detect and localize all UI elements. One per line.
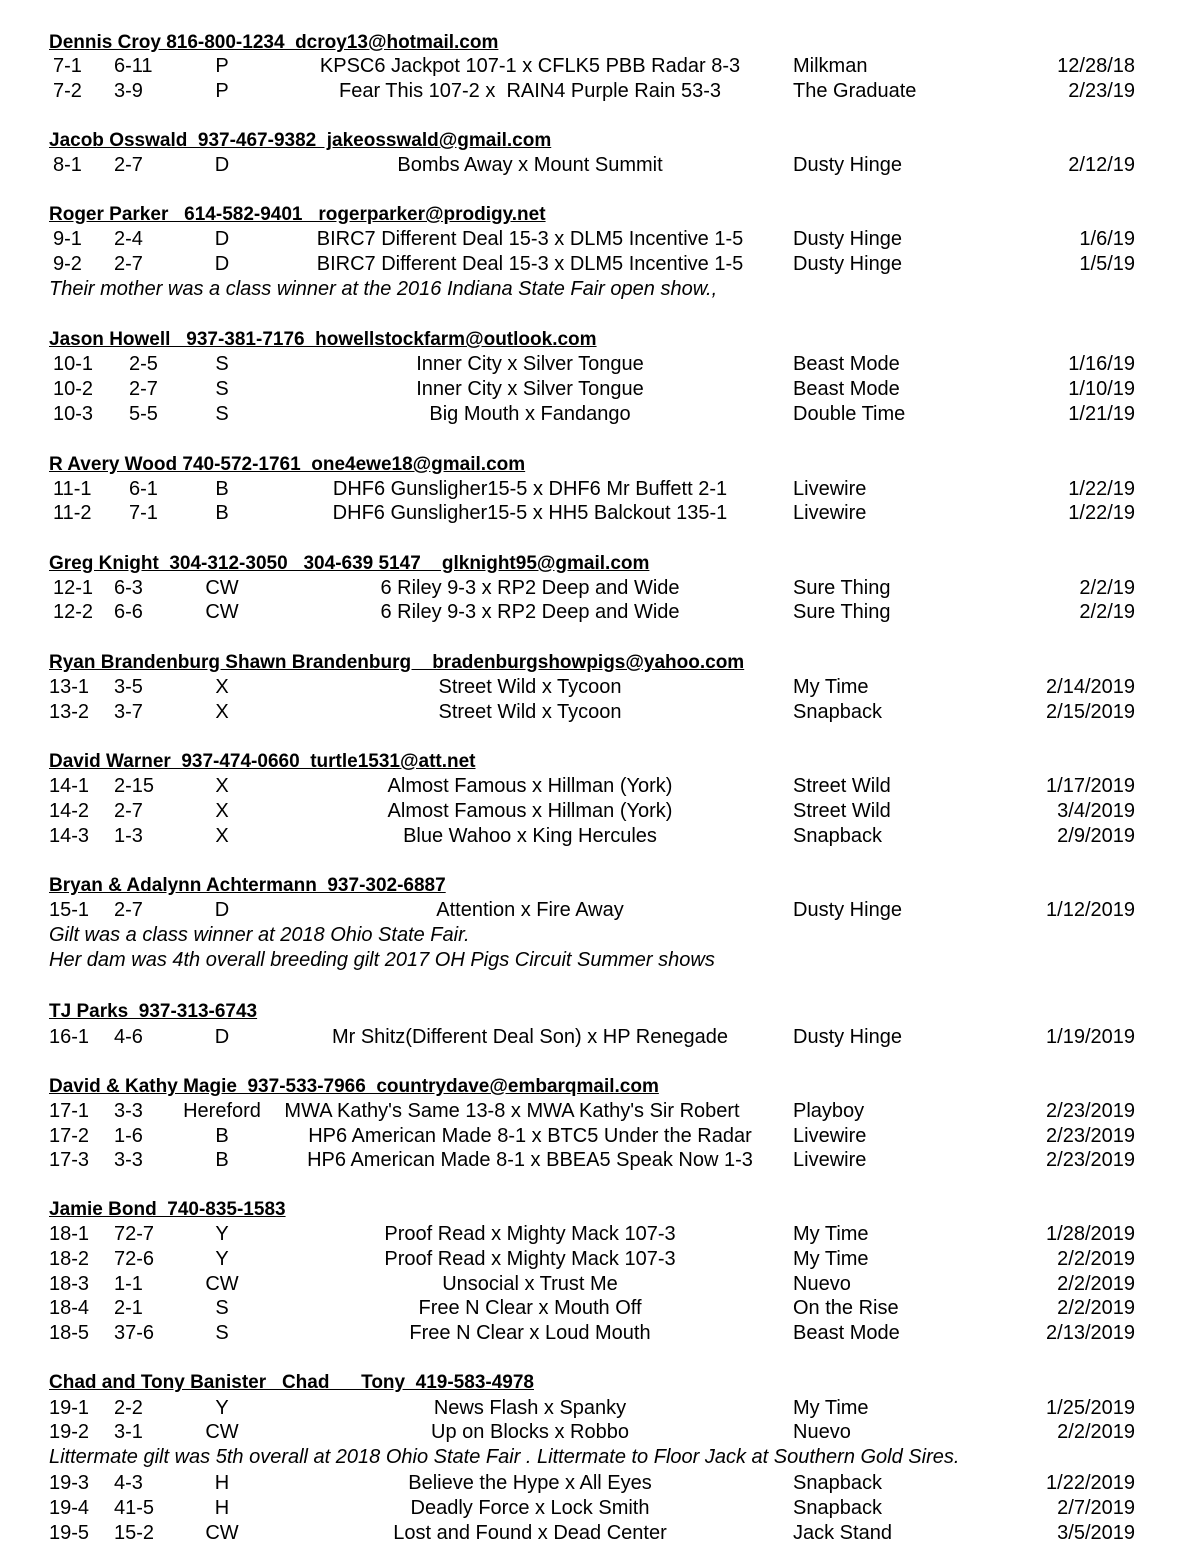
pedigree: DHF6 Gunsligher15-5 x DHF6 Mr Buffett 2-1 xyxy=(332,478,728,500)
pedigree: Free N Clear x Loud Mouth xyxy=(409,1322,651,1344)
ear-notch: 6-11 xyxy=(114,55,153,77)
pen-id: 9-1 xyxy=(53,228,82,250)
sire: Nuevo xyxy=(793,1273,851,1295)
sire: Beast Mode xyxy=(793,1322,900,1344)
table-row xyxy=(0,153,1200,178)
table-row xyxy=(0,1321,1200,1346)
ear-notch: 6-1 xyxy=(129,478,158,500)
sire: Nuevo xyxy=(793,1421,851,1443)
sire: Sure Thing xyxy=(793,601,891,623)
breed: P xyxy=(215,55,229,77)
table-row xyxy=(0,1099,1200,1124)
breed: Y xyxy=(215,1248,229,1270)
birth-date: 3/5/2019 xyxy=(1057,1522,1135,1544)
sire: Snapback xyxy=(793,701,882,723)
ear-notch: 3-3 xyxy=(114,1149,143,1171)
ear-notch: 3-9 xyxy=(114,80,143,102)
pedigree: HP6 American Made 8-1 x BTC5 Under the Radar xyxy=(308,1125,752,1147)
pedigree: Big Mouth x Fandango xyxy=(429,403,631,425)
consignor-header: David & Kathy Magie 937-533-7966 countrydave@embarqmail.com xyxy=(49,1076,659,1097)
table-row xyxy=(0,1396,1200,1421)
pedigree: Almost Famous x Hillman (York) xyxy=(387,800,673,822)
pedigree: Proof Read x Mighty Mack 107-3 xyxy=(384,1248,676,1270)
ear-notch: 3-7 xyxy=(114,701,143,723)
ear-notch: 1-6 xyxy=(114,1125,143,1147)
pen-id: 18-3 xyxy=(49,1273,90,1295)
pen-id: 19-4 xyxy=(49,1497,90,1519)
table-row xyxy=(0,252,1200,277)
birth-date: 12/28/18 xyxy=(1057,55,1135,77)
table-row xyxy=(0,477,1200,502)
breed: B xyxy=(215,1125,229,1147)
breed: Hereford xyxy=(183,1100,261,1122)
sire: Beast Mode xyxy=(793,378,900,400)
sire: Dusty Hinge xyxy=(793,899,902,921)
pedigree: Almost Famous x Hillman (York) xyxy=(387,775,673,797)
ear-notch: 15-2 xyxy=(114,1522,155,1544)
sire: Snapback xyxy=(793,1497,882,1519)
sire: Street Wild xyxy=(793,775,891,797)
birth-date: 2/23/2019 xyxy=(1046,1100,1135,1122)
ear-notch: 2-7 xyxy=(114,800,143,822)
table-row xyxy=(0,576,1200,601)
birth-date: 1/21/19 xyxy=(1068,403,1135,425)
pen-id: 18-4 xyxy=(49,1297,90,1319)
ear-notch: 72-7 xyxy=(114,1223,155,1245)
pedigree: Unsocial x Trust Me xyxy=(442,1273,618,1295)
birth-date: 2/12/19 xyxy=(1068,154,1135,176)
sire: Street Wild xyxy=(793,800,891,822)
birth-date: 1/22/19 xyxy=(1068,478,1135,500)
pen-id: 9-2 xyxy=(53,253,82,275)
birth-date: 1/25/2019 xyxy=(1046,1397,1135,1419)
table-row xyxy=(0,1148,1200,1173)
pedigree: Lost and Found x Dead Center xyxy=(393,1522,667,1544)
ear-notch: 4-3 xyxy=(114,1472,143,1494)
birth-date: 1/5/19 xyxy=(1079,253,1135,275)
pedigree: Up on Blocks x Robbo xyxy=(431,1421,629,1443)
pen-id: 17-1 xyxy=(49,1100,90,1122)
consignor-header: Jamie Bond 740-835-1583 xyxy=(49,1199,286,1220)
pedigree: Blue Wahoo x King Hercules xyxy=(403,825,657,847)
breed: X xyxy=(215,701,229,723)
birth-date: 1/22/19 xyxy=(1068,502,1135,524)
birth-date: 2/23/2019 xyxy=(1046,1149,1135,1171)
ear-notch: 6-3 xyxy=(114,577,143,599)
sire: Dusty Hinge xyxy=(793,253,902,275)
birth-date: 2/2/19 xyxy=(1079,601,1135,623)
breed: S xyxy=(215,403,229,425)
birth-date: 2/14/2019 xyxy=(1046,676,1135,698)
pedigree: Free N Clear x Mouth Off xyxy=(418,1297,642,1319)
consignor-header: Dennis Croy 816-800-1234 dcroy13@hotmail.com xyxy=(49,32,499,53)
pedigree: 6 Riley 9-3 x RP2 Deep and Wide xyxy=(380,601,680,623)
table-row xyxy=(0,700,1200,725)
pen-id: 12-1 xyxy=(53,577,94,599)
pen-id: 14-1 xyxy=(49,775,90,797)
birth-date: 2/7/2019 xyxy=(1057,1497,1135,1519)
pen-id: 16-1 xyxy=(49,1026,90,1048)
note: Gilt was a class winner at 2018 Ohio State Fair. xyxy=(49,924,470,946)
pen-id: 10-2 xyxy=(53,378,94,400)
table-row xyxy=(0,227,1200,252)
birth-date: 2/2/2019 xyxy=(1057,1297,1135,1319)
birth-date: 1/28/2019 xyxy=(1046,1223,1135,1245)
ear-notch: 3-1 xyxy=(114,1421,143,1443)
pedigree: Inner City x Silver Tongue xyxy=(416,353,644,375)
birth-date: 1/16/19 xyxy=(1068,353,1135,375)
ear-notch: 41-5 xyxy=(114,1497,155,1519)
birth-date: 2/15/2019 xyxy=(1046,701,1135,723)
sire: Playboy xyxy=(793,1100,865,1122)
pedigree: Believe the Hype x All Eyes xyxy=(408,1472,652,1494)
breed: CW xyxy=(205,577,239,599)
pedigree: Bombs Away x Mount Summit xyxy=(397,154,663,176)
table-row xyxy=(0,1496,1200,1521)
table-row xyxy=(0,501,1200,526)
breed: H xyxy=(214,1472,230,1494)
birth-date: 1/17/2019 xyxy=(1046,775,1135,797)
table-row xyxy=(0,352,1200,377)
ear-notch: 4-6 xyxy=(114,1026,143,1048)
pen-id: 12-2 xyxy=(53,601,94,623)
pen-id: 19-1 xyxy=(49,1397,90,1419)
sire: Livewire xyxy=(793,502,867,524)
table-row xyxy=(0,675,1200,700)
pedigree: BIRC7 Different Deal 15-3 x DLM5 Incentive 1-5 xyxy=(316,253,744,275)
ear-notch: 3-5 xyxy=(114,676,143,698)
sire: Livewire xyxy=(793,1125,867,1147)
breed: X xyxy=(215,775,229,797)
pen-id: 14-2 xyxy=(49,800,90,822)
breed: X xyxy=(215,800,229,822)
pen-id: 11-1 xyxy=(53,478,92,500)
pen-id: 19-3 xyxy=(49,1472,90,1494)
breed: D xyxy=(214,154,230,176)
ear-notch: 1-3 xyxy=(114,825,143,847)
table-row xyxy=(0,774,1200,799)
breed: D xyxy=(214,899,230,921)
breed: CW xyxy=(205,1522,239,1544)
table-row xyxy=(0,1025,1200,1050)
breed: S xyxy=(215,1297,229,1319)
table-row xyxy=(0,1272,1200,1297)
birth-date: 2/23/2019 xyxy=(1046,1125,1135,1147)
pen-id: 17-2 xyxy=(49,1125,90,1147)
sire: My Time xyxy=(793,1223,869,1245)
pedigree: HP6 American Made 8-1 x BBEA5 Speak Now 1-3 xyxy=(307,1149,753,1171)
breed: B xyxy=(215,478,229,500)
ear-notch: 72-6 xyxy=(114,1248,155,1270)
birth-date: 2/2/2019 xyxy=(1057,1421,1135,1443)
sire: My Time xyxy=(793,676,869,698)
table-row xyxy=(0,1222,1200,1247)
ear-notch: 6-6 xyxy=(114,601,143,623)
note: Her dam was 4th overall breeding gilt 2017 OH Pigs Circuit Summer shows xyxy=(49,949,715,971)
note: Littermate gilt was 5th overall at 2018 Ohio State Fair . Littermate to Floor Jack at Southern Gold Sires. xyxy=(49,1446,960,1468)
birth-date: 2/9/2019 xyxy=(1057,825,1135,847)
sire: Livewire xyxy=(793,1149,867,1171)
pen-id: 8-1 xyxy=(53,154,82,176)
birth-date: 2/2/2019 xyxy=(1057,1273,1135,1295)
consignor-header: R Avery Wood 740-572-1761 one4ewe18@gmail.com xyxy=(49,454,526,475)
sire: Snapback xyxy=(793,1472,882,1494)
sire: On the Rise xyxy=(793,1297,899,1319)
ear-notch: 2-4 xyxy=(114,228,143,250)
pedigree: Attention x Fire Away xyxy=(436,899,624,921)
table-row xyxy=(0,79,1200,104)
pedigree: Street Wild x Tycoon xyxy=(438,676,622,698)
sire: The Graduate xyxy=(793,80,917,102)
ear-notch: 3-3 xyxy=(114,1100,143,1122)
sire: Beast Mode xyxy=(793,353,900,375)
pen-id: 11-2 xyxy=(53,502,92,524)
pen-id: 10-1 xyxy=(53,353,94,375)
pen-id: 18-5 xyxy=(49,1322,90,1344)
breed: X xyxy=(215,825,229,847)
table-row xyxy=(0,402,1200,427)
ear-notch: 2-7 xyxy=(114,899,143,921)
ear-notch: 5-5 xyxy=(129,403,158,425)
sire: Dusty Hinge xyxy=(793,1026,902,1048)
breed: CW xyxy=(205,1421,239,1443)
breed: D xyxy=(214,253,230,275)
ear-notch: 2-1 xyxy=(114,1297,143,1319)
ear-notch: 7-1 xyxy=(129,502,158,524)
pen-id: 18-2 xyxy=(49,1248,90,1270)
breed: B xyxy=(215,1149,229,1171)
consignor-header: Roger Parker 614-582-9401 rogerparker@prodigy.net xyxy=(49,204,546,225)
ear-notch: 2-7 xyxy=(114,154,143,176)
table-row xyxy=(0,377,1200,402)
pedigree: Street Wild x Tycoon xyxy=(438,701,622,723)
breed: S xyxy=(215,353,229,375)
breed: Y xyxy=(215,1397,229,1419)
consignor-header: Greg Knight 304-312-3050 304-639 5147 glknight95@gmail.com xyxy=(49,553,650,574)
birth-date: 2/23/19 xyxy=(1068,80,1135,102)
breed: CW xyxy=(205,601,239,623)
consignor-header: Jacob Osswald 937-467-9382 jakeosswald@gmail.com xyxy=(49,130,552,151)
birth-date: 1/10/19 xyxy=(1068,378,1135,400)
pen-id: 15-1 xyxy=(49,899,90,921)
ear-notch: 2-7 xyxy=(129,378,158,400)
ear-notch: 2-15 xyxy=(114,775,155,797)
pedigree: 6 Riley 9-3 x RP2 Deep and Wide xyxy=(380,577,680,599)
pedigree: Deadly Force x Lock Smith xyxy=(410,1497,650,1519)
pedigree: Mr Shitz(Different Deal Son) x HP Renegade xyxy=(331,1026,729,1048)
sire: Dusty Hinge xyxy=(793,228,902,250)
pen-id: 7-2 xyxy=(53,80,82,102)
consignor-header: Jason Howell 937-381-7176 howellstockfarm@outlook.com xyxy=(49,329,597,350)
consignor-header: TJ Parks 937-313-6743 xyxy=(49,1001,258,1022)
birth-date: 1/22/2019 xyxy=(1046,1472,1135,1494)
table-row xyxy=(0,1247,1200,1272)
breed: H xyxy=(214,1497,230,1519)
table-row xyxy=(0,600,1200,625)
breed: X xyxy=(215,676,229,698)
pedigree: BIRC7 Different Deal 15-3 x DLM5 Incentive 1-5 xyxy=(316,228,744,250)
pen-id: 19-2 xyxy=(49,1421,90,1443)
consignor-header: Bryan & Adalynn Achtermann 937-302-6887 xyxy=(49,875,446,896)
table-row xyxy=(0,799,1200,824)
pen-id: 7-1 xyxy=(53,55,82,77)
sire: Double Time xyxy=(793,403,906,425)
birth-date: 2/2/2019 xyxy=(1057,1248,1135,1270)
pen-id: 13-1 xyxy=(49,676,90,698)
table-row xyxy=(0,824,1200,849)
breed: D xyxy=(214,1026,230,1048)
pen-id: 19-5 xyxy=(49,1522,90,1544)
breed: P xyxy=(215,80,229,102)
pedigree: MWA Kathy's Same 13-8 x MWA Kathy's Sir Robert xyxy=(284,1100,740,1122)
breed: D xyxy=(214,228,230,250)
table-row xyxy=(0,1471,1200,1496)
ear-notch: 37-6 xyxy=(114,1322,155,1344)
pen-id: 14-3 xyxy=(49,825,90,847)
table-row xyxy=(0,54,1200,79)
table-row xyxy=(0,1420,1200,1445)
pedigree: News Flash x Spanky xyxy=(433,1397,627,1419)
sire: Milkman xyxy=(793,55,868,77)
consignor-header: Chad and Tony Banister Chad Tony 419-583-4978 xyxy=(49,1372,534,1393)
sire: Snapback xyxy=(793,825,882,847)
pen-id: 10-3 xyxy=(53,403,94,425)
pedigree: DHF6 Gunsligher15-5 x HH5 Balckout 135-1 xyxy=(332,502,728,524)
ear-notch: 2-2 xyxy=(114,1397,143,1419)
table-row xyxy=(0,898,1200,923)
consignor-header: Ryan Brandenburg Shawn Brandenburg bradenburgshowpigs@yahoo.com xyxy=(49,652,745,673)
table-row xyxy=(0,1521,1200,1546)
note: Their mother was a class winner at the 2016 Indiana State Fair open show., xyxy=(49,278,718,300)
breed: Y xyxy=(215,1223,229,1245)
birth-date: 2/2/19 xyxy=(1079,577,1135,599)
sire: Livewire xyxy=(793,478,867,500)
ear-notch: 1-1 xyxy=(114,1273,143,1295)
pedigree: Fear This 107-2 x RAIN4 Purple Rain 53-3 xyxy=(338,80,722,102)
consignor-header: David Warner 937-474-0660 turtle1531@att.net xyxy=(49,751,476,772)
pen-id: 17-3 xyxy=(49,1149,90,1171)
breed: S xyxy=(215,378,229,400)
sire: Jack Stand xyxy=(793,1522,892,1544)
birth-date: 1/6/19 xyxy=(1079,228,1135,250)
pen-id: 18-1 xyxy=(49,1223,90,1245)
birth-date: 1/12/2019 xyxy=(1046,899,1135,921)
birth-date: 3/4/2019 xyxy=(1057,800,1135,822)
pedigree: Inner City x Silver Tongue xyxy=(416,378,644,400)
sire: Sure Thing xyxy=(793,577,891,599)
breed: B xyxy=(215,502,229,524)
sire: My Time xyxy=(793,1248,869,1270)
table-row xyxy=(0,1124,1200,1149)
sire: Dusty Hinge xyxy=(793,154,902,176)
sire: My Time xyxy=(793,1397,869,1419)
pedigree: Proof Read x Mighty Mack 107-3 xyxy=(384,1223,676,1245)
breed: CW xyxy=(205,1273,239,1295)
pen-id: 13-2 xyxy=(49,701,90,723)
pedigree: KPSC6 Jackpot 107-1 x CFLK5 PBB Radar 8-3 xyxy=(319,55,741,77)
birth-date: 1/19/2019 xyxy=(1046,1026,1135,1048)
table-row xyxy=(0,1296,1200,1321)
breed: S xyxy=(215,1322,229,1344)
ear-notch: 2-5 xyxy=(129,353,158,375)
birth-date: 2/13/2019 xyxy=(1046,1322,1135,1344)
ear-notch: 2-7 xyxy=(114,253,143,275)
